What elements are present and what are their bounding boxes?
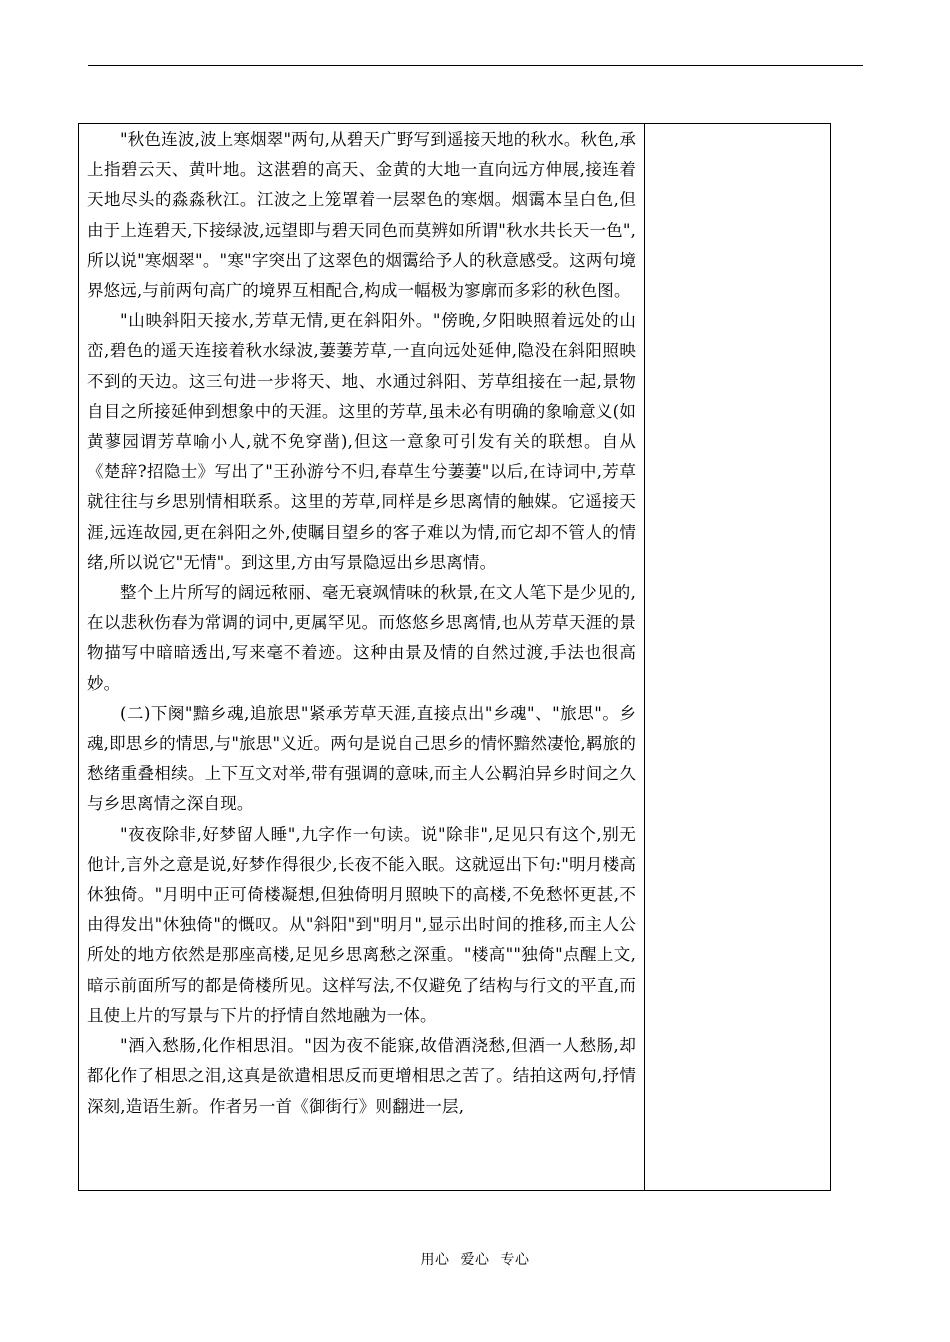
notes-cell: [645, 124, 830, 1190]
paragraph: (二)下阕"黯乡魂,追旅思"紧承芳草天涯,直接点出"乡魂"、"旅思"。乡魂,即思乡的情思,与"旅思"义近。两句是说自己思乡的情怀黯然凄怆,羁旅的愁绪重叠相续。上下互文对举,带有强调的意味,而主人公羁泊异乡时间之久与乡思离情之深自现。: [87, 703, 636, 814]
paragraph: "秋色连波,波上寒烟翠"两句,从碧天广野写到遥接天地的秋水。秋色,承上指碧云天、黄叶地。这湛碧的高天、金黄的大地一直向远方伸展,接连着天地尽头的淼淼秋江。江波之上笼罩着一层翠色的寒烟。烟霭本呈白色,但由于上连碧天,下接绿波,远望即与碧天同色而莫辨如所谓"秋水共长天一色",所以说"寒烟翠"。"寒"字突出了这翠色的烟霭给予人的秋意感受。这两句境界悠远,与前两句高广的境界互相配合,构成一幅极为寥廓而多彩的秋色图。: [87, 130, 636, 301]
header-rule: [88, 65, 863, 66]
main-text-cell: [79, 124, 645, 1190]
paragraph: 整个上片所写的阔远秾丽、毫无衰飒情味的秋景,在文人笔下是少见的,在以悲秋伤春为常调的词中,更属罕见。而悠悠乡思离情,也从芳草天涯的景物描写中暗暗透出,写来毫不着迹。这种由景及情的自然过渡,手法也很高妙。: [87, 583, 636, 693]
paragraph: "山映斜阳天接水,芳草无情,更在斜阳外。"傍晚,夕阳映照着远处的山峦,碧色的遥天连接着秋水绿波,萋萋芳草,一直向远处延伸,隐没在斜阳照映不到的天边。这三句进一步将天、地、水通过斜阳、芳草组接在一起,景物自目之所接延伸到想象中的天涯。这里的芳草,虽未必有明确的象喻意义(如黄蓼园谓芳草喻小人,就不免穿凿),但这一意象可引发有关的联想。自从《楚辞?招隐士》写出了"王孙游兮不归,春草生兮萋萋"以后,在诗词中,芳草就往往与乡思别情相联系。这里的芳草,同样是乡思离情的触媒。它遥接天涯,远连故园,更在斜阳之外,使瞩目望乡的客子难以为情,而它却不管人的情绪,所以说它"无情"。到这里,方由写景隐逗出乡思离情。: [87, 311, 636, 572]
paragraph: "夜夜除非,好梦留人睡",九字作一句读。说"除非",足见只有这个,别无他计,言外之意是说,好梦作得很少,长夜不能入眠。这就逗出下句:"明月楼高休独倚。"月明中正可倚楼凝想,但独倚明月照映下的高楼,不免愁怀更甚,不由得发出"休独倚"的慨叹。从"斜阳"到"明月",显示出时间的推移,而主人公所处的地方依然是那座高楼,足见乡思离愁之深重。"楼高""独倚"点醒上文,暗示前面所写的都是倚楼所见。这样写法,不仅避免了结构与行文的平直,而且使上片的写景与下片的抒情自然地融为一体。: [87, 824, 636, 1025]
page-footer: 用心 爱心 专心: [420, 1252, 530, 1268]
content-table: [78, 123, 831, 1191]
paragraph: "酒入愁肠,化作相思泪。"因为夜不能寐,故借酒浇愁,但酒一人愁肠,却都化作了相思之泪,这真是欲遣相思反而更增相思之苦了。结拍这两句,抒情深刻,造语生新。作者另一首《御街行》则翻进一层,: [87, 1036, 636, 1116]
